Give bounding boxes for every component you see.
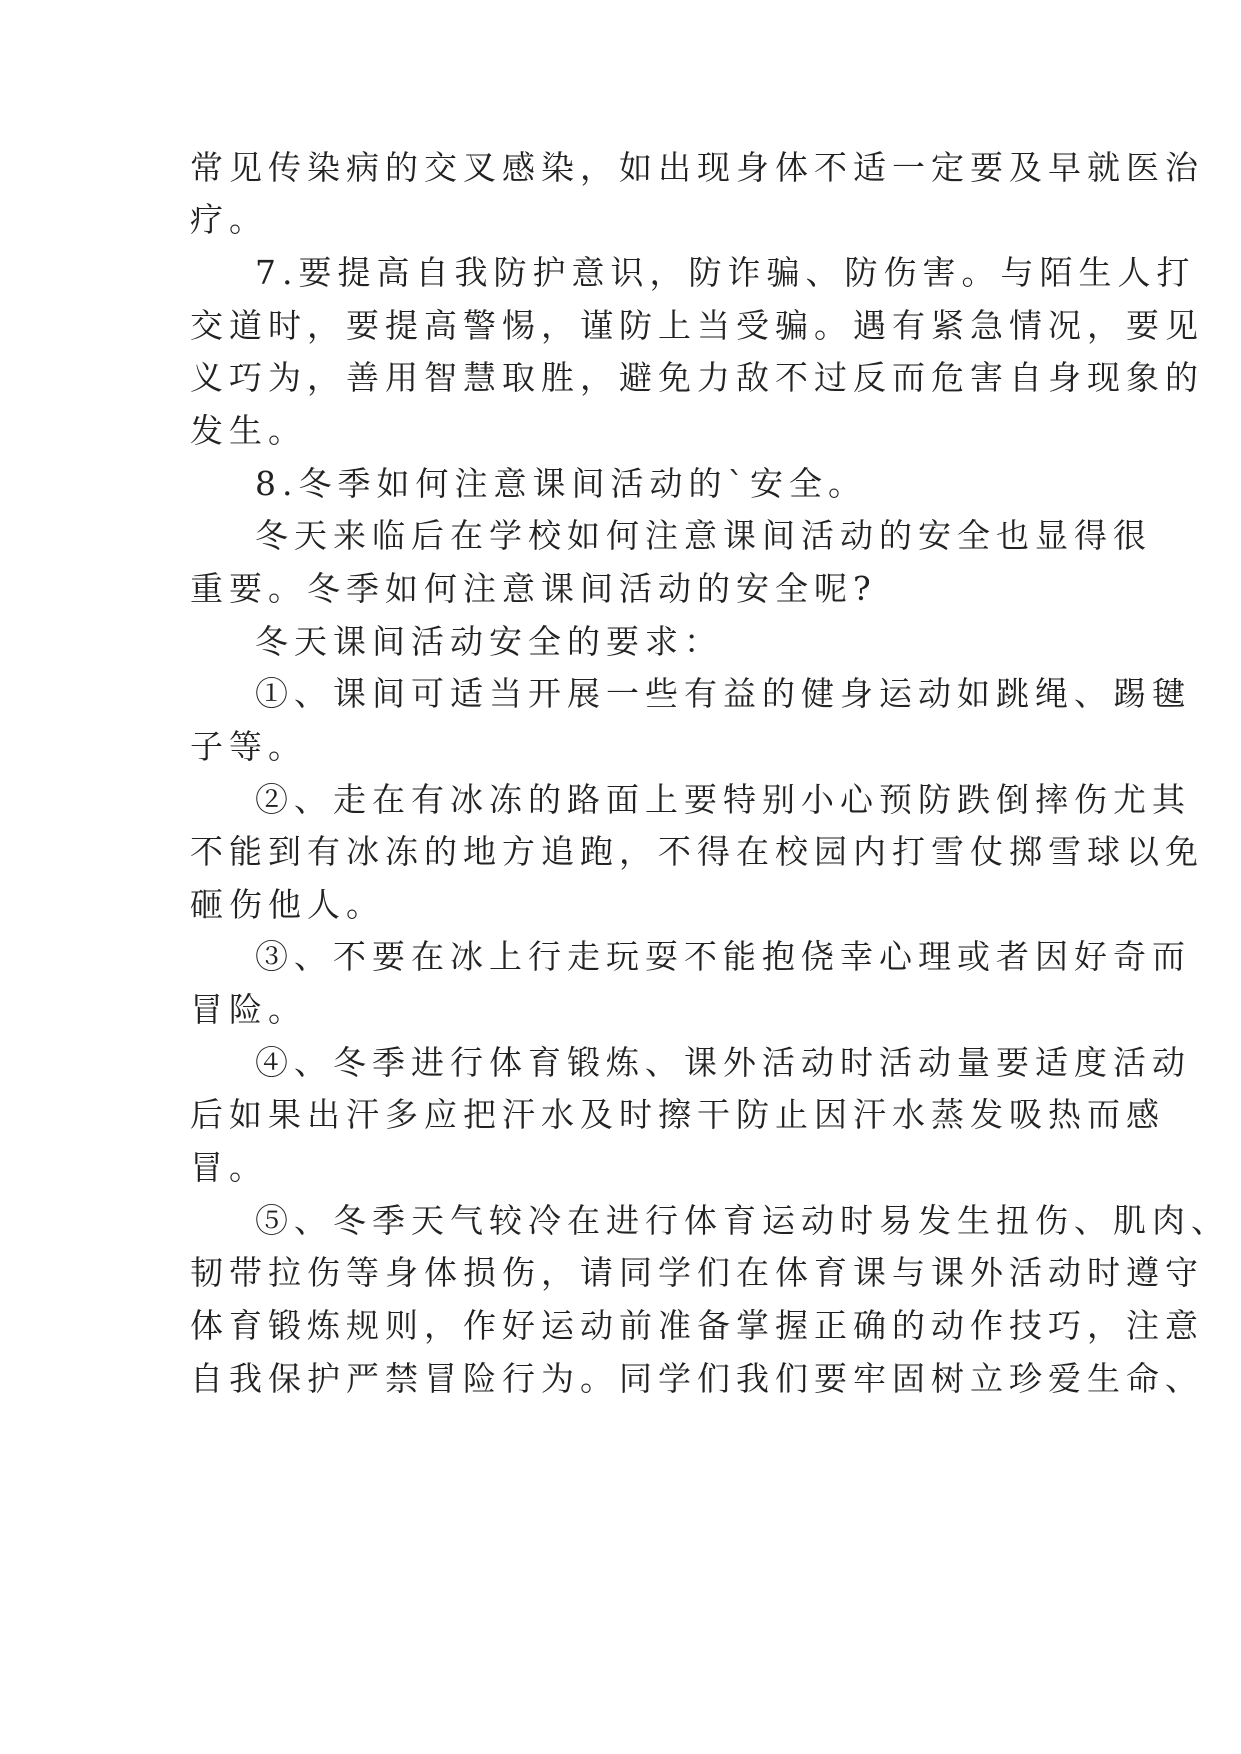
text-line: 常见传染病的交叉感染，如出现身体不适一定要及早就医治 bbox=[190, 148, 1204, 187]
text-line: 重要。冬季如何注意课间活动的安全呢? bbox=[190, 569, 877, 608]
text-line: ⑤、冬季天气较冷在进行体育运动时易发生扭伤、肌肉、 bbox=[255, 1201, 1230, 1240]
text-line: 不能到有冰冻的地方追跑，不得在校园内打雪仗掷雪球以免 bbox=[190, 832, 1204, 871]
text-line: 冒。 bbox=[190, 1148, 268, 1187]
text-line: 7.要提高自我防护意识，防诈骗、防伤害。与陌生人打 bbox=[255, 253, 1196, 292]
text-line: 韧带拉伤等身体损伤，请同学们在体育课与课外活动时遵守 bbox=[190, 1253, 1204, 1292]
text-line: 发生。 bbox=[190, 411, 307, 450]
text-line: ②、走在有冰冻的路面上要特别小心预防跌倒摔伤尤其 bbox=[255, 780, 1191, 819]
text-line: 砸伤他人。 bbox=[190, 885, 385, 924]
text-line: 后如果出汗多应把汗水及时擦干防止因汗水蒸发吸热而感 bbox=[190, 1095, 1165, 1134]
text-line: 体育锻炼规则，作好运动前准备掌握正确的动作技巧，注意 bbox=[190, 1306, 1204, 1345]
text-line: ③、不要在冰上行走玩耍不能抱侥幸心理或者因好奇而 bbox=[255, 937, 1191, 976]
text-line: ①、课间可适当开展一些有益的健身运动如跳绳、踢毽 bbox=[255, 674, 1191, 713]
text-line: 冬天来临后在学校如何注意课间活动的安全也显得很 bbox=[255, 516, 1152, 555]
text-line: 自我保护严禁冒险行为。同学们我们要牢固树立珍爱生命、 bbox=[190, 1359, 1204, 1398]
text-line: 8.冬季如何注意课间活动的`安全。 bbox=[255, 464, 867, 503]
text-line: 疗。 bbox=[190, 200, 268, 239]
text-line: 交道时，要提高警惕，谨防上当受骗。遇有紧急情况，要见 bbox=[190, 306, 1204, 345]
text-line: 冬天课间活动安全的要求： bbox=[255, 622, 723, 661]
text-line: 冒险。 bbox=[190, 990, 307, 1029]
text-line: ④、冬季进行体育锻炼、课外活动时活动量要适度活动 bbox=[255, 1043, 1191, 1082]
text-line: 子等。 bbox=[190, 727, 307, 766]
text-line: 义巧为，善用智慧取胜，避免力敌不过反而危害自身现象的 bbox=[190, 358, 1204, 397]
